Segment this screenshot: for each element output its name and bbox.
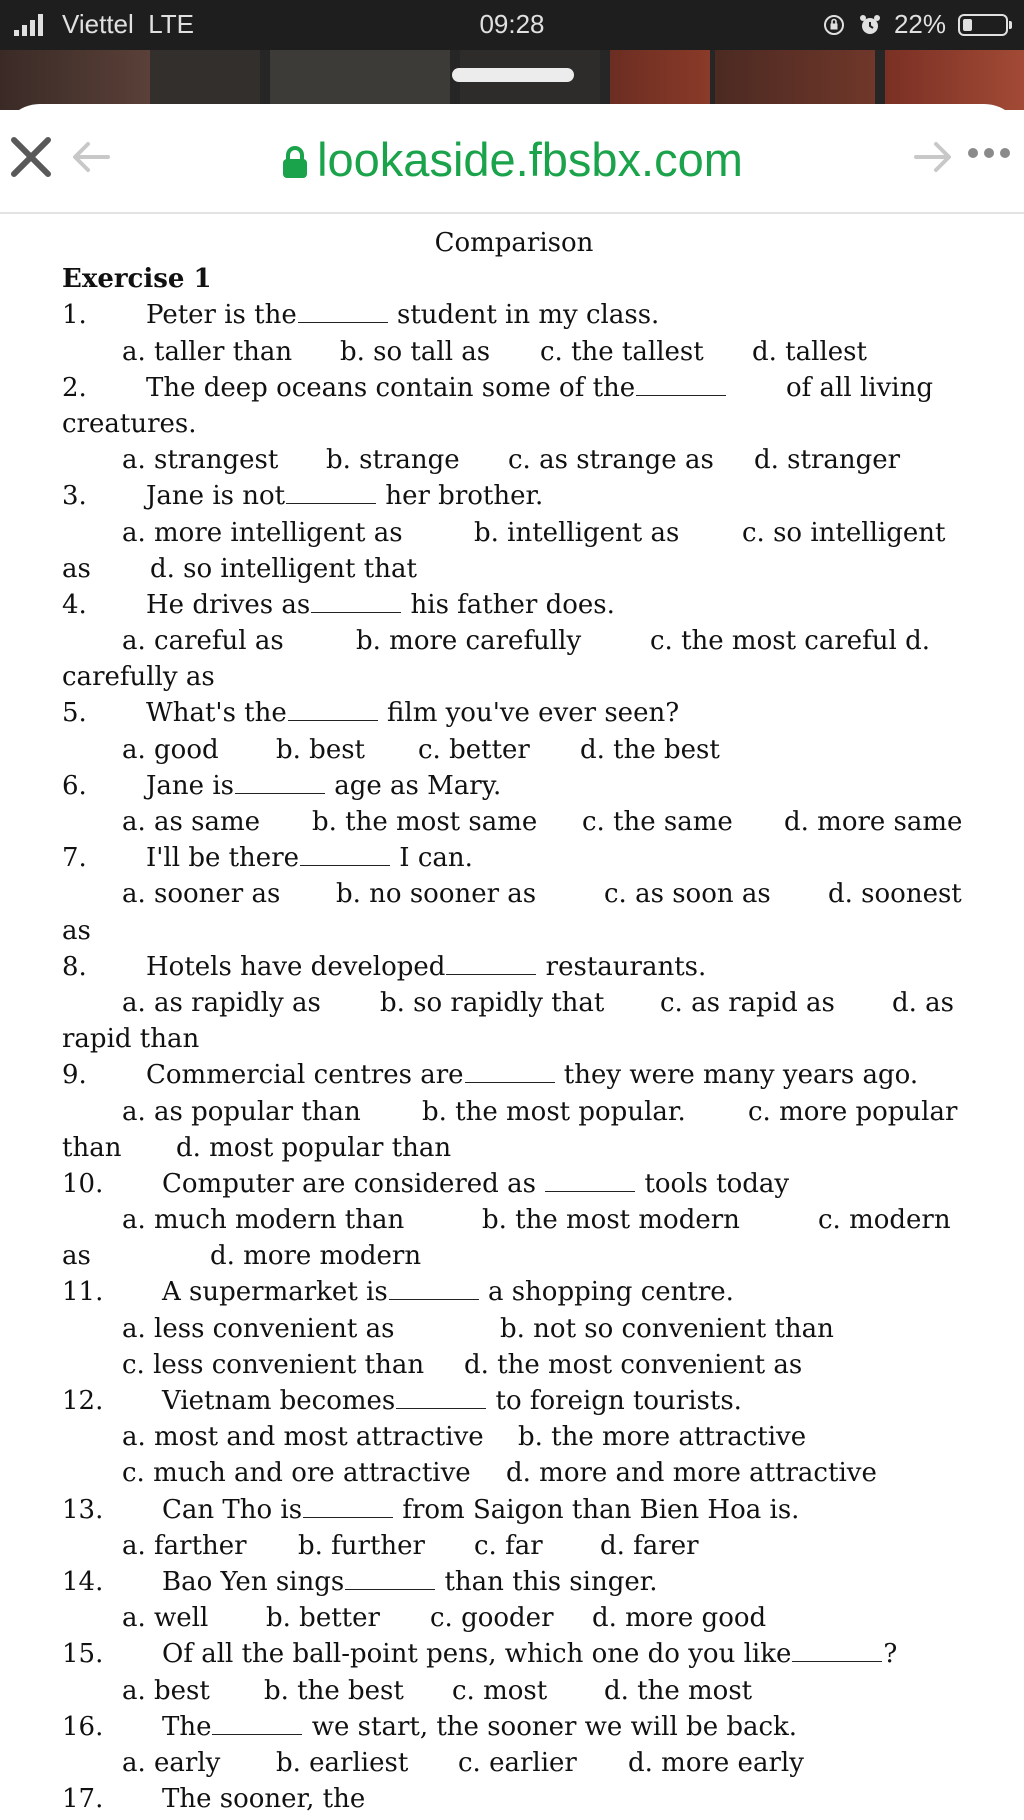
answer-blank bbox=[545, 1167, 635, 1192]
options-3: a. more intelligent as b. intelligent as c. so intelligent bbox=[122, 517, 946, 548]
question-2-cont: creatures. bbox=[62, 408, 197, 439]
answer-blank bbox=[303, 1493, 393, 1518]
answer-blank bbox=[345, 1565, 435, 1590]
background-preview-strip bbox=[0, 50, 1024, 110]
question-13: 13. Can Tho is from Saigon than Bien Hoa is. bbox=[62, 1494, 800, 1525]
options-7-cont: as bbox=[62, 915, 91, 946]
url-bar[interactable] bbox=[0, 132, 1024, 187]
question-8: 8. Hotels have developed restaurants. bbox=[62, 951, 707, 982]
options-16: a. early b. earliest c. earlier d. more early bbox=[122, 1747, 804, 1778]
options-5: a. good b. best c. better d. the best bbox=[122, 734, 720, 765]
forward-arrow-icon[interactable] bbox=[910, 136, 956, 178]
options-6: a. as same b. the most same c. the same d. more same bbox=[122, 807, 963, 837]
battery-percent: 22% bbox=[893, 9, 946, 39]
sheet-grab-handle[interactable] bbox=[452, 68, 574, 82]
options-8-cont: rapid than bbox=[62, 1024, 200, 1055]
options-9: a. as popular than b. the most popular. c. more popular bbox=[122, 1096, 958, 1127]
question-14: 14. Bao Yen sings than this singer. bbox=[62, 1566, 658, 1597]
options-4: a. careful as b. more carefully c. the most careful d. bbox=[122, 626, 931, 657]
options-12: a. most and most attractive b. the more attractive bbox=[122, 1422, 807, 1453]
options-14: a. well b. better c. gooder d. more good bbox=[122, 1603, 767, 1634]
options-10: a. much modern than b. the most modern c. modern bbox=[122, 1205, 951, 1236]
question-6: 6. Jane is age as Mary. bbox=[62, 770, 502, 801]
answer-blank bbox=[792, 1637, 882, 1662]
question-2: 2. The deep oceans contain some of the of all living bbox=[62, 372, 933, 403]
options-8: a. as rapidly as b. so rapidly that c. as rapid as d. as bbox=[122, 987, 955, 1018]
question-3: 3. Jane is not her brother. bbox=[62, 481, 544, 512]
options-10-cont: as d. more modern bbox=[62, 1241, 422, 1272]
question-12: 12. Vietnam becomes to foreign tourists. bbox=[62, 1386, 742, 1416]
answer-blank bbox=[311, 588, 401, 613]
options-3-cont: as d. so intelligent that bbox=[62, 553, 417, 584]
question-17: 17. The sooner, the bbox=[62, 1784, 366, 1815]
url-text: lookaside.fbsbx.com bbox=[317, 133, 743, 186]
options-11: a. less convenient as b. not so convenient than bbox=[122, 1313, 834, 1344]
answer-blank bbox=[446, 950, 536, 975]
question-7: 7. I'll be there I can. bbox=[62, 843, 473, 874]
question-9: 9. Commercial centres are they were many years ago. bbox=[62, 1060, 919, 1091]
status-right bbox=[822, 9, 1008, 40]
question-16: 16. The we start, the sooner we will be back. bbox=[62, 1711, 798, 1742]
options-1: a. taller than b. so tall as c. the tallest d. tallest bbox=[122, 336, 867, 367]
answer-blank bbox=[288, 696, 378, 721]
question-5: 5. What's the film you've ever seen? bbox=[62, 698, 680, 729]
rotation-lock-icon bbox=[822, 13, 846, 37]
question-11: 11. A supermarket is a shopping centre. bbox=[62, 1277, 734, 1308]
options-12b: c. much and ore attractive d. more and more attractive bbox=[122, 1458, 877, 1489]
answer-blank bbox=[465, 1058, 555, 1083]
answer-blank bbox=[636, 371, 726, 396]
alarm-icon bbox=[858, 13, 882, 37]
carrier-name: Viettel LTE bbox=[62, 9, 195, 39]
browser-toolbar bbox=[0, 104, 1024, 214]
exercise-document bbox=[0, 225, 1024, 1817]
options-7: a. sooner as b. no sooner as c. as soon as d. soonest bbox=[122, 879, 962, 910]
answer-blank bbox=[300, 841, 390, 866]
doc-title: Comparison bbox=[434, 228, 594, 258]
lock-icon bbox=[281, 145, 309, 179]
options-13: a. farther b. further c. far d. farer bbox=[122, 1530, 699, 1561]
answer-blank bbox=[389, 1275, 479, 1300]
answer-blank bbox=[298, 298, 388, 323]
answer-blank bbox=[396, 1384, 486, 1409]
status-time: 09:28 bbox=[479, 9, 545, 39]
network-type: LTE bbox=[148, 9, 195, 39]
question-15: 15. Of all the ball-point pens, which one do you like ? bbox=[62, 1639, 898, 1670]
battery-icon bbox=[958, 14, 1008, 36]
options-11b: c. less convenient than d. the most convenient as bbox=[122, 1349, 803, 1380]
status-bar bbox=[0, 0, 1024, 50]
options-2: a. strangest b. strange c. as strange as d. stranger bbox=[122, 445, 901, 476]
more-icon[interactable] bbox=[968, 148, 1010, 158]
options-4-cont: carefully as bbox=[62, 662, 215, 693]
answer-blank bbox=[286, 479, 376, 504]
options-9-cont: than d. most popular than bbox=[62, 1132, 452, 1163]
options-15: a. best b. the best c. most d. the most bbox=[122, 1675, 753, 1706]
answer-blank bbox=[212, 1710, 302, 1735]
exercise-heading: Exercise 1 bbox=[62, 264, 212, 295]
question-10: 10. Computer are considered as tools today bbox=[62, 1168, 790, 1199]
question-1: 1. Peter is the student in my class. bbox=[62, 300, 660, 331]
answer-blank bbox=[235, 769, 325, 794]
question-4: 4. He drives as his father does. bbox=[62, 589, 615, 620]
